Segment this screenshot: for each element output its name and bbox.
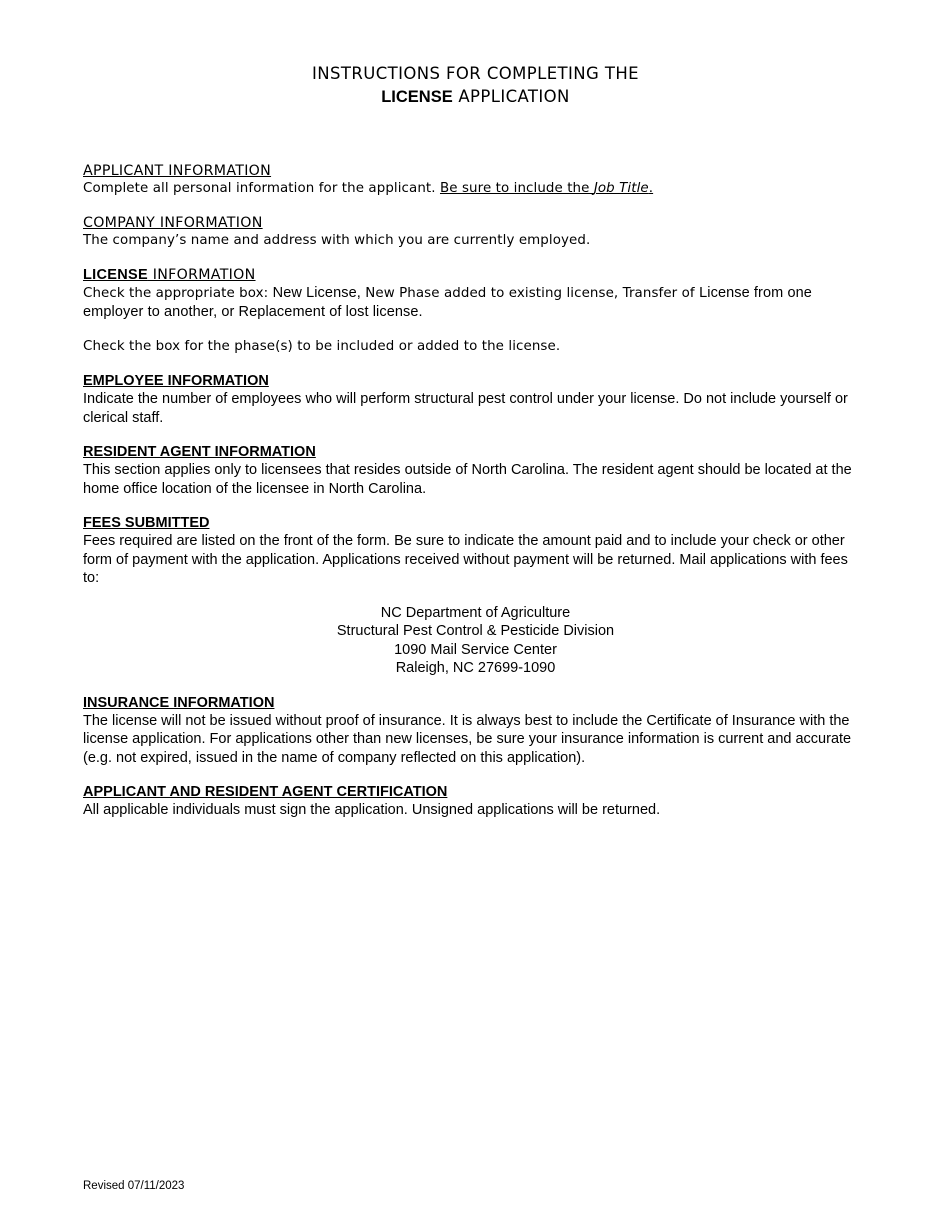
license-text-2: Check the box for the phase(s) to be included or added to the license.: [83, 339, 561, 354]
applicant-note-text: Be sure to include the: [439, 181, 594, 196]
resident-agent-heading: RESIDENT AGENT INFORMATION: [83, 444, 316, 460]
applicant-instruction: Complete all personal information for the applicant.: [83, 181, 440, 196]
license-text-1a: Check the appropriate box:: [83, 286, 273, 301]
applicant-section: [83, 162, 868, 198]
fees-text: Fees required are listed on the front of the form. Be sure to indicate the amount paid and to include your check or other form of payment with the application. Applications received without payment will be returned. Mail applications with fees to:: [83, 533, 848, 586]
fees-heading: FEES SUBMITTED: [83, 515, 210, 531]
company-section: [83, 214, 868, 250]
applicant-heading: APPLICANT INFORMATION: [83, 163, 272, 179]
revision-date: Revised 07/11/2023: [83, 1180, 185, 1192]
title-license-word: LICENSE: [381, 88, 453, 106]
insurance-section: [83, 694, 868, 768]
license-heading-bold: LICENSE: [83, 267, 148, 283]
license-heading-rest: INFORMATION: [147, 267, 256, 283]
license-heading: [83, 266, 868, 284]
address-line: NC Department of Agriculture: [380, 604, 571, 621]
license-text-1e: from one employer to another, or Replacement of lost license.: [83, 285, 812, 320]
fees-section: [83, 514, 868, 678]
company-text: The company’s name and address with which you are currently employed.: [83, 233, 591, 248]
address-line: Raleigh, NC 27699-1090: [395, 660, 556, 676]
instructions-page: [83, 62, 868, 820]
title-application-word: APPLICATION: [452, 87, 570, 106]
license-text-1c: New Phase added to existing license, Transfer of: [360, 286, 700, 301]
address-line: 1090 Mail Service Center: [394, 641, 557, 658]
insurance-text: The license will not be issued without proof of insurance. It is always best to include the Certificate of Insurance with the license application. For applications other than new licenses, be sure your insurance information is current and accurate (e.g. not expired, issued in the name of company reflected on this application).: [83, 712, 852, 766]
title-line-2: [83, 85, 868, 109]
resident-agent-text: This section applies only to licensees that resides outside of North Carolina. The resident agent should be located at the home office location of the licensee in North Carolina.: [83, 462, 852, 497]
applicant-job-title-note: [440, 181, 653, 196]
license-text-1d: License: [699, 285, 750, 301]
company-heading: COMPANY INFORMATION: [83, 215, 263, 231]
employee-text: Indicate the number of employees who will perform structural pest control under your license. Do not include yourself or clerical staff.: [83, 391, 848, 426]
page-title: [83, 62, 868, 109]
mailing-address: [83, 604, 868, 678]
certification-text: All applicable individuals must sign the application. Unsigned applications will be returned.: [83, 802, 661, 818]
applicant-note-period: .: [648, 181, 654, 196]
employee-section: [83, 372, 868, 427]
employee-heading: EMPLOYEE INFORMATION: [83, 373, 269, 389]
certification-section: [83, 783, 868, 820]
license-text-1: [83, 284, 868, 322]
license-text-1b: New License,: [272, 285, 361, 301]
license-section: [83, 266, 868, 356]
title-line-1: INSTRUCTIONS FOR COMPLETING THE: [312, 64, 639, 83]
resident-agent-section: [83, 443, 868, 498]
applicant-note-job-title: Job Title: [593, 181, 649, 196]
address-line: Structural Pest Control & Pesticide Division: [336, 623, 615, 639]
applicant-text: [83, 180, 868, 198]
certification-heading: APPLICANT AND RESIDENT AGENT CERTIFICATION: [83, 784, 448, 800]
insurance-heading: INSURANCE INFORMATION: [83, 694, 275, 711]
